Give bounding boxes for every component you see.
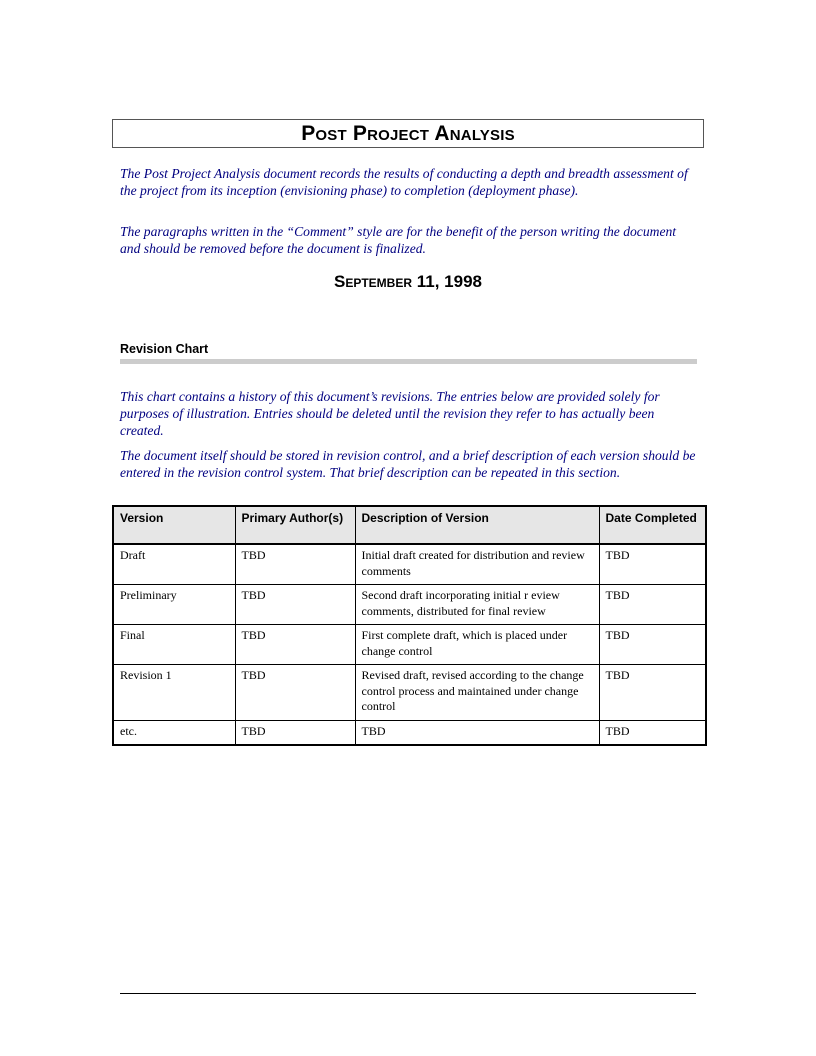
cell-version: Preliminary (113, 585, 235, 625)
cell-version: Final (113, 625, 235, 665)
revision-chart-heading: Revision Chart (120, 342, 209, 356)
revision-comment-2: The document itself should be stored in revision control, and a brief description of each version should be entered in the revision control system. That brief description can be repeated in this section. (120, 448, 696, 480)
cell-author: TBD (235, 720, 355, 745)
cell-version: Revision 1 (113, 665, 235, 721)
cell-date: TBD (599, 720, 706, 745)
cell-description: Revised draft, revised according to the change control process and maintained under change control (355, 665, 599, 721)
column-header-description: Description of Version (355, 506, 599, 544)
column-header-author: Primary Author(s) (235, 506, 355, 544)
table-row (113, 625, 706, 665)
cell-version: etc. (113, 720, 235, 745)
revision-table (112, 505, 707, 746)
cell-author: TBD (235, 585, 355, 625)
title-box (112, 119, 704, 148)
footer-divider (120, 993, 696, 994)
cell-description: Second draft incorporating initial r eview comments, distributed for final review (355, 585, 599, 625)
revision-comment-1: This chart contains a history of this document’s revisions. The entries below are provided solely for purposes of illustration. Entries should be deleted until the revision they refer to has actually been created. (120, 389, 660, 438)
document-title: Post Project Analysis (301, 121, 515, 145)
intro-comment-2: The paragraphs written in the “Comment” style are for the benefit of the person writing the document and should be removed before the document is finalized. (120, 224, 677, 256)
cell-description: TBD (355, 720, 599, 745)
document-date: September 11, 1998 (334, 272, 482, 291)
table-row (113, 665, 706, 721)
column-header-date: Date Completed (599, 506, 706, 544)
intro-comment-1: The Post Project Analysis document records the results of conducting a depth and breadth assessment of the project from its inception (envisioning phase) to completion (deployment phase). (120, 166, 688, 198)
cell-author: TBD (235, 544, 355, 585)
cell-description: Initial draft created for distribution and review comments (355, 544, 599, 585)
cell-version: Draft (113, 544, 235, 585)
table-row (113, 544, 706, 585)
cell-date: TBD (599, 625, 706, 665)
revision-table-header (113, 506, 706, 544)
table-row (113, 585, 706, 625)
column-header-version: Version (113, 506, 235, 544)
cell-date: TBD (599, 544, 706, 585)
cell-date: TBD (599, 585, 706, 625)
cell-author: TBD (235, 625, 355, 665)
table-row (113, 720, 706, 745)
cell-description: First complete draft, which is placed under change control (355, 625, 599, 665)
cell-author: TBD (235, 665, 355, 721)
section-divider (120, 359, 697, 364)
cell-date: TBD (599, 665, 706, 721)
